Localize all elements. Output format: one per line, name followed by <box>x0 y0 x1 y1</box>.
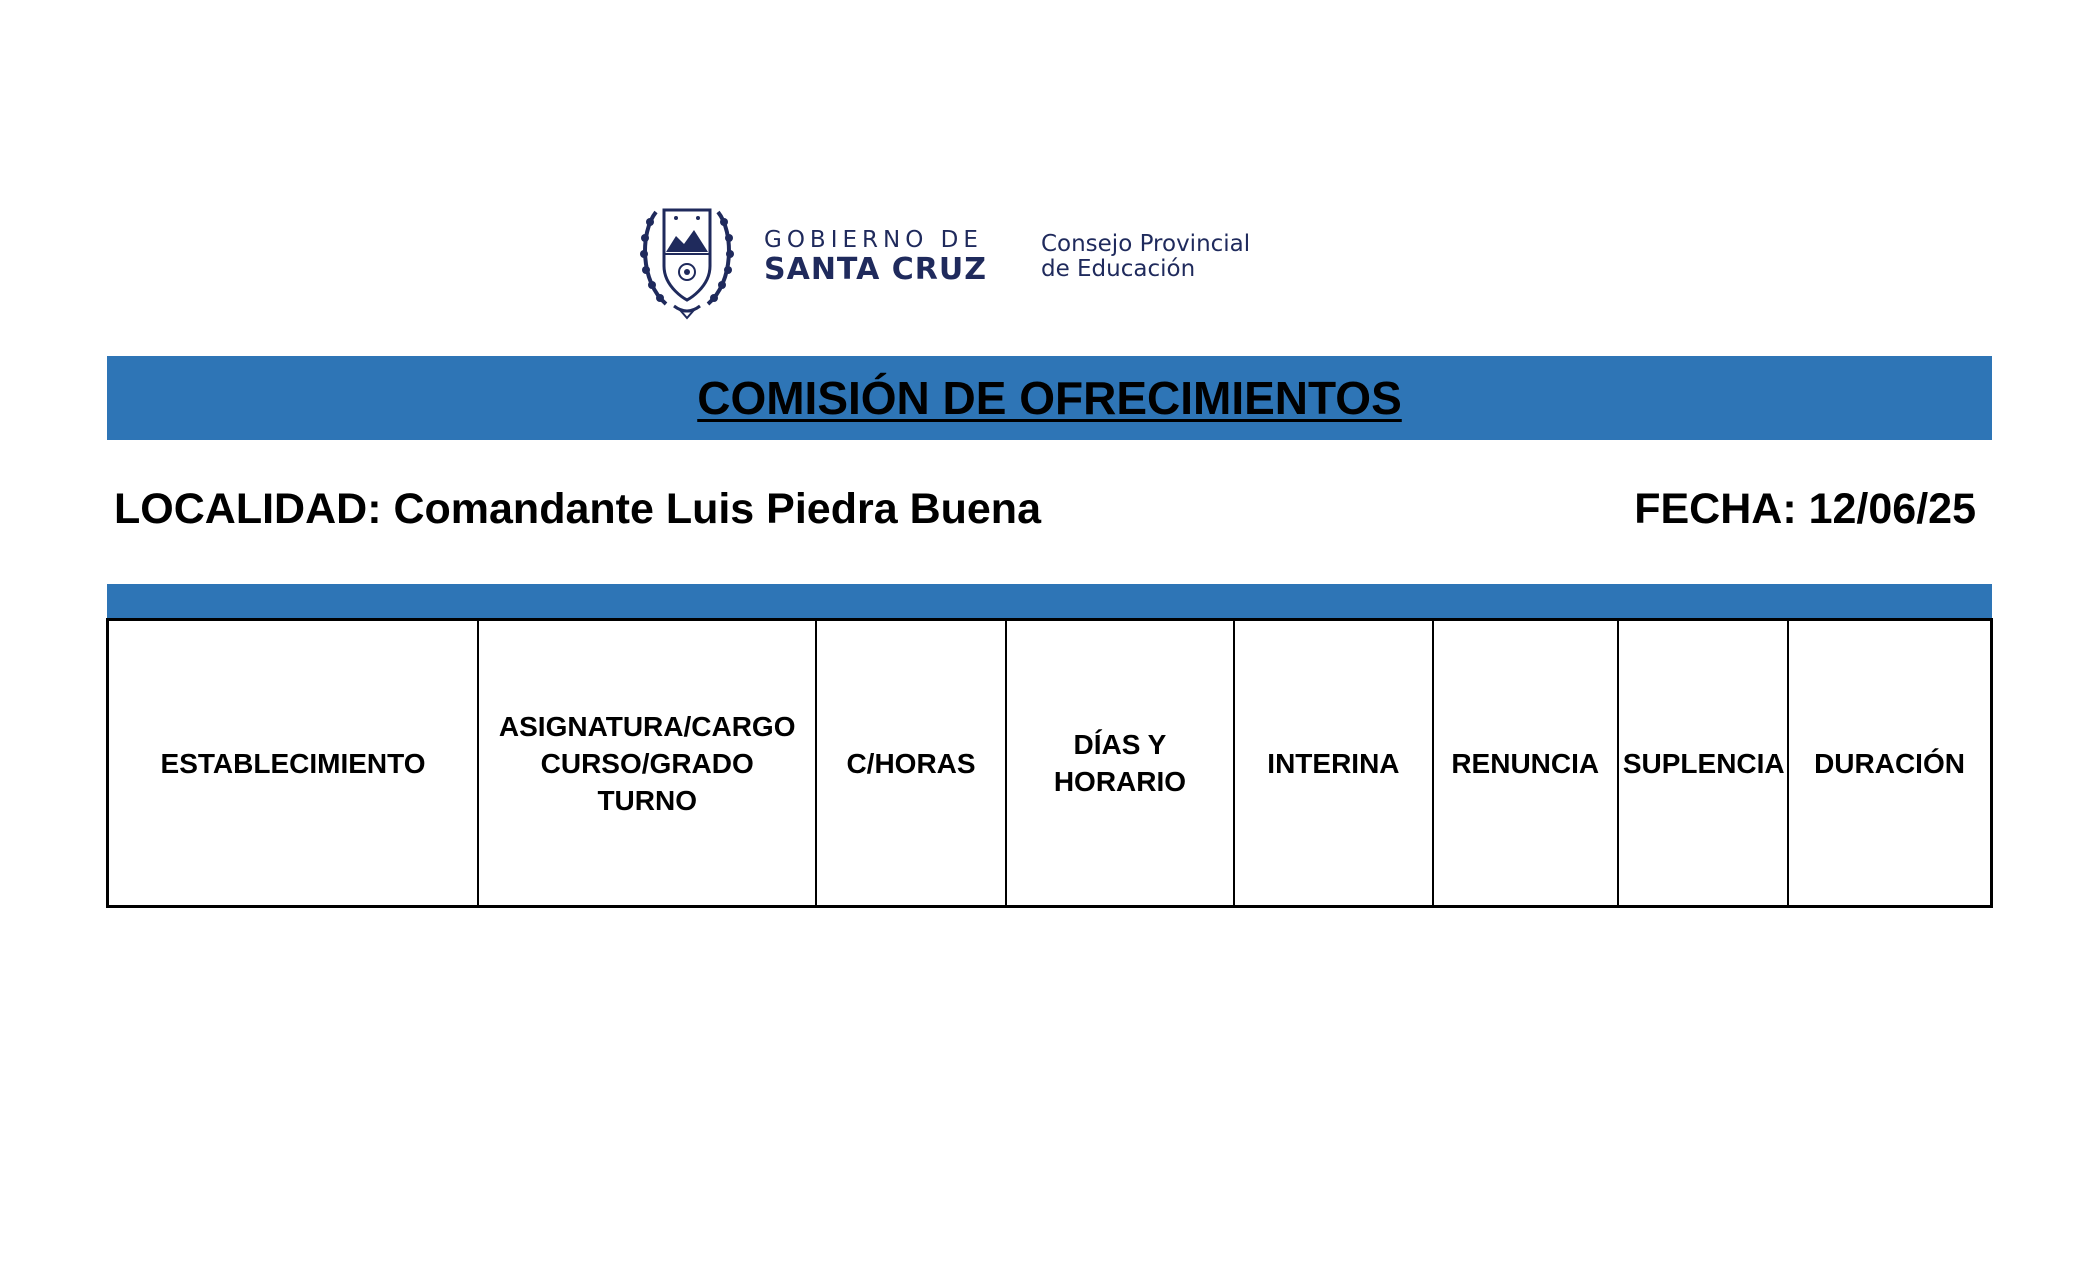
column-header-dias-horario: DÍAS Y HORARIO <box>1006 620 1235 907</box>
page-title: COMISIÓN DE OFRECIMIENTOS <box>697 372 1402 424</box>
table-header-bar <box>107 584 1992 618</box>
title-bar <box>107 356 1992 440</box>
locality-label: LOCALIDAD: Comandante Luis Piedra Buena <box>114 485 1041 533</box>
column-header-interina: INTERINA <box>1234 620 1432 907</box>
coat-of-arms-icon <box>636 192 738 322</box>
column-header-establecimiento: ESTABLECIMIENTO <box>108 620 479 907</box>
table-header-row <box>108 620 1992 907</box>
government-name <box>764 227 987 287</box>
council-line-1: Consejo Provincial <box>1040 231 1251 257</box>
government-line-1: GOBIERNO DE <box>764 227 983 253</box>
column-header-suplencia: SUPLENCIA <box>1618 620 1788 907</box>
offers-table <box>106 618 1993 908</box>
government-line-2: SANTA CRUZ <box>764 252 987 287</box>
column-header-asignatura: ASIGNATURA/CARGO CURSO/GRADO TURNO <box>478 620 816 907</box>
date-label: FECHA: 12/06/25 <box>1634 485 1976 533</box>
column-header-renuncia: RENUNCIA <box>1433 620 1618 907</box>
column-header-duracion: DURACIÓN <box>1788 620 1991 907</box>
column-header-horas: C/HORAS <box>816 620 1005 907</box>
council-name <box>1041 232 1250 282</box>
council-line-2: de Educación <box>1040 256 1196 282</box>
header-logo <box>636 192 1250 322</box>
